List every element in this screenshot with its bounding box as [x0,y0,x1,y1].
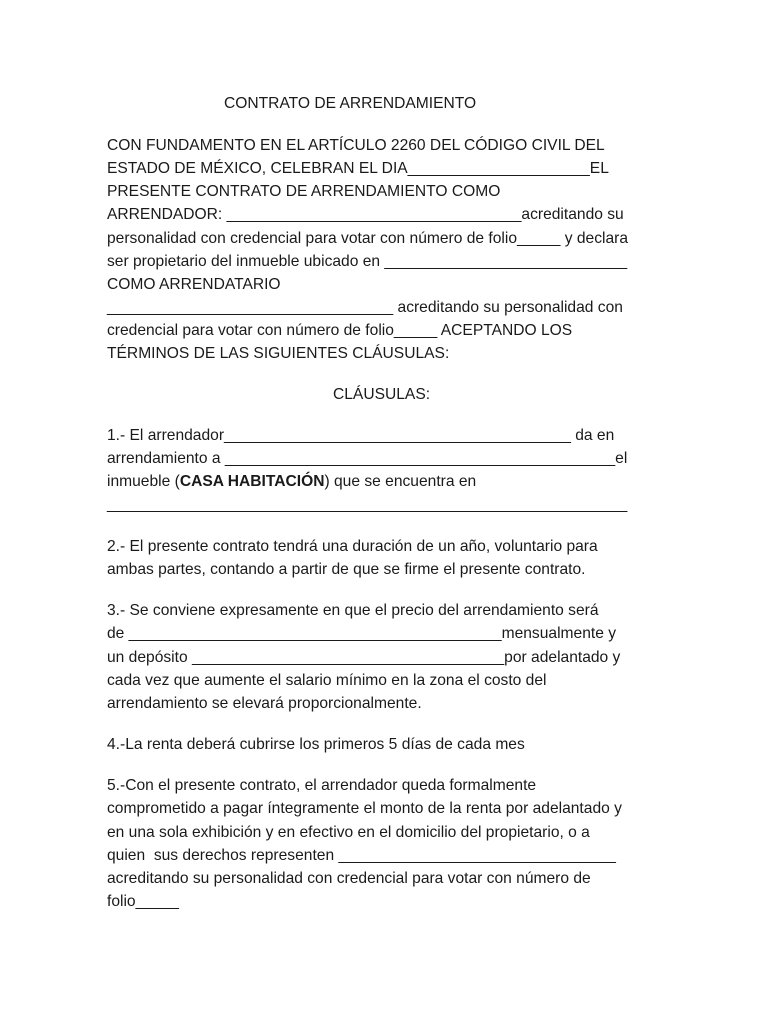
intro-line: COMO ARRENDATARIO [107,276,281,293]
clause-1-line: arrendamiento a _____________________________________________el [107,450,628,467]
intro-line: TÉRMINOS DE LAS SIGUIENTES CLÁUSULAS: [107,345,450,362]
clause-1-text-before: inmueble ( [107,473,180,490]
clause-5-line: 5.-Con el presente contrato, el arrendador queda formalmente [107,777,537,794]
document-title: CONTRATO DE ARRENDAMIENTO [224,95,477,112]
clause-3-line: de ___________________________________________mensualmente y [107,625,617,642]
clause-1-bold-term: CASA HABITACIÓN [179,473,325,490]
intro-line: _________________________________ acreditando su personalidad con [107,299,623,316]
clause-1-text-after: ) que se encuentra en [324,473,477,490]
clause-3-line: un depósito ____________________________________por adelantado y [107,649,621,666]
clause-1-line: 1.- El arrendador________________________________________ da en [107,427,615,444]
clause-5-line: folio_____ [107,893,179,910]
intro-line: PRESENTE CONTRATO DE ARRENDAMIENTO COMO [107,183,501,200]
intro-line: credencial para votar con número de folio_____ ACEPTANDO LOS [107,322,573,339]
clauses-heading: CLÁUSULAS: [333,386,431,403]
clause-5-line: quien sus derechos representen ________________________________ [107,847,616,864]
intro-line: ESTADO DE MÉXICO, CELEBRAN EL DIA_____________________EL [107,160,609,177]
clause-5-line: en una sola exhibición y en efectivo en el domicilio del propietario, o a [107,824,590,841]
clause-3-line: 3.- Se conviene expresamente en que el precio del arrendamiento será [107,602,599,619]
intro-line: ARRENDADOR: __________________________________acreditando su [107,206,624,223]
clause-2-line: ambas partes, contando a partir de que se firme el presente contrato. [107,561,586,578]
clause-5-line: acreditando su personalidad con credencial para votar con número de [107,870,591,887]
intro-line: CON FUNDAMENTO EN EL ARTÍCULO 2260 DEL CÓDIGO CIVIL DEL [107,137,605,154]
clause-1-line [107,471,476,493]
clause-1-line: ____________________________________________________________ [107,496,628,513]
intro-line: ser propietario del inmueble ubicado en ____________________________ [107,253,628,270]
clause-3-line: arrendamiento se elevará proporcionalmente. [107,695,422,712]
intro-line: personalidad con credencial para votar con número de folio_____ y declara [107,230,628,247]
clause-2-line: 2.- El presente contrato tendrá una duración de un año, voluntario para [107,538,598,555]
clause-3-line: cada vez que aumente el salario mínimo en la zona el costo del [107,672,547,689]
clause-4-line: 4.-La renta deberá cubrirse los primeros 5 días de cada mes [107,736,525,753]
clause-5-line: comprometido a pagar íntegramente el monto de la renta por adelantado y [107,800,622,817]
